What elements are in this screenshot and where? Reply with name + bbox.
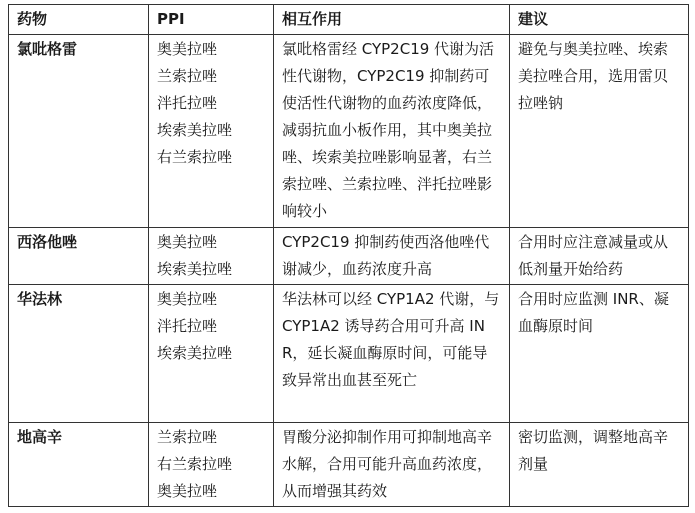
interaction-cell: 氯吡格雷经 CYP2C19 代谢为活性代谢物，CYP2C19 抑制药可使活性代谢物的血药浓度降低，减弱抗血小板作用，其中奥美拉唑、埃索美拉唑影响显著，右兰索拉唑、兰索拉唑、泮托拉唑影响较小	[274, 35, 510, 228]
ppi-item: 泮托拉唑	[157, 94, 218, 112]
table-row	[9, 228, 689, 285]
ppi-item: 埃索美拉唑	[157, 260, 233, 278]
header-interaction: 相互作用	[274, 5, 510, 35]
header-row	[9, 5, 689, 35]
advice-cell: 合用时应注意减量或从低剂量开始给药	[510, 228, 689, 285]
interaction-cell: CYP2C19 抑制药使西洛他唑代谢减少，血药浓度升高	[274, 228, 510, 285]
ppi-item: 泮托拉唑	[157, 317, 218, 335]
interaction-cell: 华法林可以经 CYP1A2 代谢，与 CYP1A2 诱导药合用可升高 INR，延长凝血酶原时间，可能导致异常出血甚至死亡	[274, 285, 510, 423]
table-row	[9, 423, 689, 507]
advice-cell: 避免与奥美拉唑、埃索美拉唑合用，选用雷贝拉唑钠	[510, 35, 689, 228]
ppi-cell	[149, 35, 274, 228]
ppi-item: 奥美拉唑	[157, 40, 218, 58]
header-drug: 药物	[9, 5, 149, 35]
ppi-item: 兰索拉唑	[157, 428, 218, 446]
ppi-item: 奥美拉唑	[157, 233, 218, 251]
advice-cell: 合用时应监测 INR、凝血酶原时间	[510, 285, 689, 423]
drug-cell: 西洛他唑	[9, 228, 149, 285]
ppi-item: 奥美拉唑	[157, 482, 218, 500]
table-row	[9, 35, 689, 228]
advice-cell: 密切监测，调整地高辛剂量	[510, 423, 689, 507]
ppi-item: 埃索美拉唑	[157, 344, 233, 362]
table-row	[9, 285, 689, 423]
drug-cell: 氯吡格雷	[9, 35, 149, 228]
ppi-item: 奥美拉唑	[157, 290, 218, 308]
header-ppi: PPI	[149, 5, 274, 35]
drug-cell: 地高辛	[9, 423, 149, 507]
ppi-cell	[149, 423, 274, 507]
ppi-item: 右兰索拉唑	[157, 455, 233, 473]
ppi-cell	[149, 285, 274, 423]
ppi-item: 兰索拉唑	[157, 67, 218, 85]
drug-interaction-table	[8, 4, 689, 507]
interaction-cell: 胃酸分泌抑制作用可抑制地高辛水解，合用可能升高血药浓度，从而增强其药效	[274, 423, 510, 507]
drug-cell: 华法林	[9, 285, 149, 423]
ppi-cell	[149, 228, 274, 285]
ppi-item: 埃索美拉唑	[157, 121, 233, 139]
ppi-item: 右兰索拉唑	[157, 148, 233, 166]
header-advice: 建议	[510, 5, 689, 35]
